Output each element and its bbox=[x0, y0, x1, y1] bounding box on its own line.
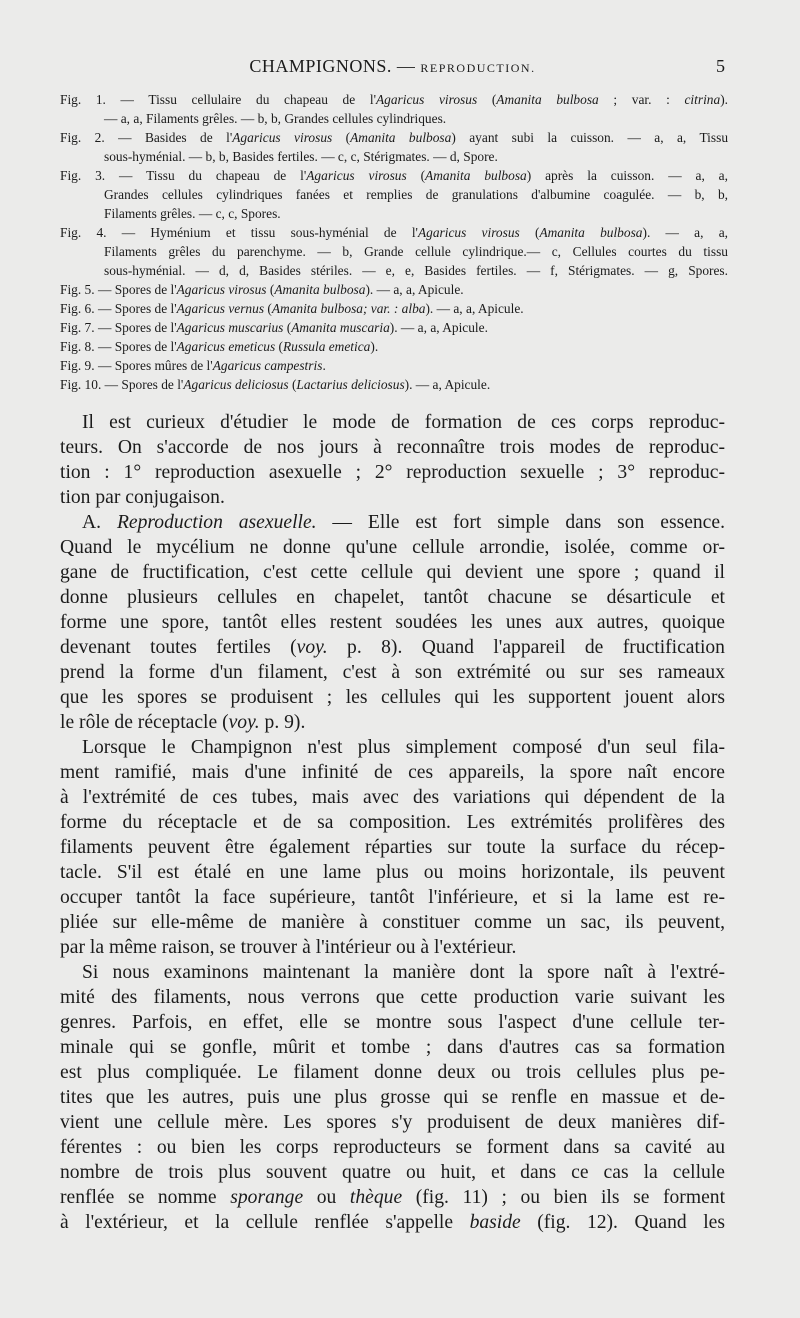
paragraph-4 bbox=[60, 960, 725, 1235]
text-line: le rôle de réceptacle (voy. p. 9). bbox=[60, 712, 306, 733]
text-line: pliée sur elle-même de manière à constituer comme un sac, ils peuvent, bbox=[60, 912, 725, 933]
caption-fig-5: Fig. 5. — Spores de l'Agaricus virosus (Amanita bulbosa). — a, a, Apicule. bbox=[60, 282, 464, 297]
text-line: ment ramifié, mais d'une infinité de ces appareils, la spore naît encore bbox=[60, 762, 725, 783]
running-header bbox=[60, 56, 725, 80]
caption-fig-1-cont: — a, a, Filaments grêles. — b, b, Grandes cellules cylindriques. bbox=[104, 111, 447, 126]
text-line: férentes : ou bien les corps reproducteurs se forment dans sa cavité au bbox=[60, 1137, 725, 1158]
term-baside: baside bbox=[469, 1212, 521, 1233]
text-line: minale qui se gonfle, mûrit et tombe ; dans d'autres cas sa formation bbox=[60, 1037, 725, 1058]
text-line: vient une cellule mère. Les spores s'y produisent de deux manières dif- bbox=[60, 1112, 725, 1133]
caption-fig-10: Fig. 10. — Spores de l'Agaricus deliciosus (Lactarius deliciosus). — a, Apicule. bbox=[60, 377, 491, 392]
caption-fig-9: Fig. 9. — Spores mûres de l'Agaricus campestris. bbox=[60, 358, 326, 373]
text-line: mité des filaments, nous verrons que cette production varie suivant les bbox=[60, 987, 725, 1008]
caption-fig-4: Fig. 4. — Hyménium et tissu sous-hyménial de l'Agaricus virosus (Amanita bulbosa). — a, a, bbox=[60, 225, 728, 240]
caption-fig-2: Fig. 2. — Basides de l'Agaricus virosus (Amanita bulbosa) ayant subi la cuisson. — a, a, Tissu bbox=[60, 130, 728, 145]
text-line: tion : 1° reproduction asexuelle ; 2° reproduction sexuelle ; 3° reproduc- bbox=[60, 462, 725, 483]
text-line: A. Reproduction asexuelle. — Elle est fort simple dans son essence. bbox=[82, 512, 725, 533]
text-line: tion par conjugaison. bbox=[60, 487, 225, 508]
text-line: genres. Parfois, en effet, elle se montre sous l'aspect d'une cellule ter- bbox=[60, 1012, 725, 1033]
section-heading: Reproduction asexuelle. bbox=[116, 512, 317, 533]
caption-fig-3-cont: Grandes cellules cylindriques fanées et remplies de granulations d'albumine coagulée. — b, b, bbox=[104, 187, 728, 202]
running-title bbox=[60, 56, 725, 77]
paragraph-reproduction-asexuelle bbox=[60, 510, 725, 735]
header-subtitle: REPRODUCTION. bbox=[420, 61, 536, 75]
figure-captions bbox=[60, 90, 728, 394]
text-line: occuper tantôt la face supérieure, tantôt l'inférieure, et si la lame est re- bbox=[60, 887, 725, 908]
text-line: Lorsque le Champignon n'est plus simplement composé d'un seul fila- bbox=[82, 737, 725, 758]
text-line: à l'extrémité de ces tubes, mais avec des variations qui dépendent de la bbox=[60, 787, 725, 808]
text-line: gane de fructification, c'est cette cellule qui devient une spore ; quand il bbox=[60, 562, 725, 583]
caption-fig-8: Fig. 8. — Spores de l'Agaricus emeticus (Russula emetica). bbox=[60, 339, 379, 354]
caption-fig-3-cont2: Filaments grêles. — c, c, Spores. bbox=[104, 206, 281, 221]
text-line: par la même raison, se trouver à l'intérieur ou à l'extérieur. bbox=[60, 937, 517, 958]
paragraph-3 bbox=[60, 735, 725, 960]
text-line: donne plusieurs cellules en chapelet, tantôt chacune se désarticule et bbox=[60, 587, 725, 608]
text-line: à l'extérieur, et la cellule renflée s'appelle baside (fig. 12). Quand les bbox=[60, 1212, 725, 1233]
text-line: forme du réceptacle et de sa composition. Les extrémités prolifères des bbox=[60, 812, 725, 833]
text-line: renflée se nomme sporange ou thèque (fig. 11) ; ou bien ils se forment bbox=[60, 1187, 725, 1208]
caption-fig-4-cont: Filaments grêles du parenchyme. — b, Grande cellule cylindrique.— c, Cellules courtes du tissu bbox=[104, 244, 728, 259]
caption-fig-6: Fig. 6. — Spores de l'Agaricus vernus (Amanita bulbosa; var. : alba). — a, a, Apicule. bbox=[60, 301, 524, 316]
text-line: tites que les autres, puis une plus grosse qui se renfle en massue et de- bbox=[60, 1087, 725, 1108]
text-line: filaments peuvent être également réparties sur toute la surface du récep- bbox=[60, 837, 725, 858]
text-line: nombre de trois plus souvent quatre ou huit, et dans ce cas la cellule bbox=[60, 1162, 725, 1183]
header-title: CHAMPIGNONS. bbox=[249, 56, 392, 76]
text-line: teurs. On s'accorde de nos jours à reconnaître trois modes de reproduc- bbox=[60, 437, 725, 458]
caption-fig-4-cont2: sous-hyménial. — d, d, Basides stériles. — e, e, Basides fertiles. — f, Stérigmates. — g, Spores. bbox=[104, 263, 728, 278]
page-number: 5 bbox=[716, 56, 725, 76]
text-line: Quand le mycélium ne donne qu'une cellule arrondie, isolée, comme or- bbox=[60, 537, 725, 558]
body-text bbox=[60, 410, 725, 1235]
term-theque: thèque bbox=[349, 1187, 403, 1208]
text-line: devenant toutes fertiles (voy. p. 8). Quand l'appareil de fructification bbox=[60, 637, 725, 658]
caption-fig-1: Fig. 1. — Tissu cellulaire du chapeau de l'Agaricus virosus (Amanita bulbosa ; var. : citrina). bbox=[60, 92, 728, 107]
text-line: prend la forme d'un filament, c'est à son extrémité ou sur ses rameaux bbox=[60, 662, 725, 683]
term-sporange: sporange bbox=[230, 1187, 304, 1208]
caption-fig-7: Fig. 7. — Spores de l'Agaricus muscarius (Amanita muscaria). — a, a, Apicule. bbox=[60, 320, 488, 335]
caption-fig-2-cont: sous-hyménial. — b, b, Basides fertiles. — c, c, Stérigmates. — d, Spore. bbox=[104, 149, 498, 164]
text-line: forme une spore, tantôt elles restent soudées les unes aux autres, quoique bbox=[60, 612, 725, 633]
text-line: Si nous examinons maintenant la manière dont la spore naît à l'extré- bbox=[82, 962, 725, 983]
text-line: tacle. S'il est étalé en une lame plus ou moins horizontale, ils peuvent bbox=[60, 862, 725, 883]
header-dash: — bbox=[396, 56, 416, 76]
paragraph-1 bbox=[60, 410, 725, 510]
text-line: que les spores se produisent ; les cellules qui les supportent jouent alors bbox=[60, 687, 725, 708]
caption-fig-3: Fig. 3. — Tissu du chapeau de l'Agaricus virosus (Amanita bulbosa) après la cuisson. — a, a, bbox=[60, 168, 728, 183]
text-line: est plus compliquée. Le filament donne deux ou trois cellules plus pe- bbox=[60, 1062, 725, 1083]
text-line: Il est curieux d'étudier le mode de formation de ces corps reproduc- bbox=[82, 412, 725, 433]
